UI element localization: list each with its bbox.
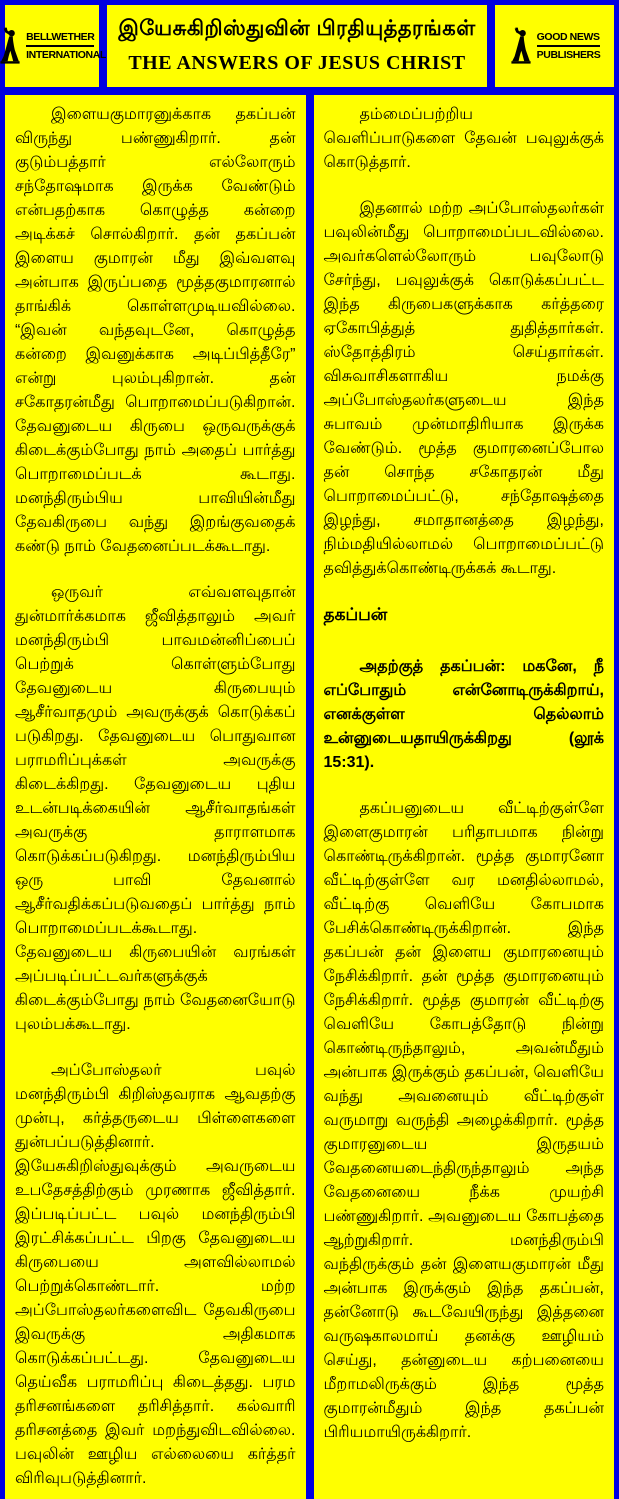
body-paragraph: தம்மைப்பற்றிய வெளிப்பாடுகளை தேவன் பவுலுக்குக் கொடுத்தார். <box>323 106 604 171</box>
body-paragraph: ஒருவர் எவ்வளவுதான் துன்மார்க்கமாக ஜீவித்தாலும் அவர் மனந்திரும்பி பாவமன்னிப்பைப் பெற்றுக் கொள்ளும்போது தேவனுடைய கிருபையும் ஆசீர்வாதமும் அவருக்குக் கொடுக்கப் படுகிறது. தேவனுடைய பொதுவான பராமரிப்புக்கள் அவருக்கு கிடைக்கிறது. தேவனுடைய புதிய உடன்படிக்கையின் ஆசீர்வாதங்கள் அவருக்கு தாராளமாக கொடுக்கப்படுகிறது. மனந்திரும்பிய ஒரு பாவி தேவனால் ஆசீர்வதிக்கப்படுவதைப் பார்த்து நாம் பொறாமைப்படக்கூடாது. தேவனுடைய கிருபையின் வரங்கள் அப்படிப்பட்டவர்களுக்குக் கிடைக்கும்போது நாம் வேதனையோடு புலம்பக்கூடாது. <box>15 584 296 1033</box>
right-column <box>314 95 615 1499</box>
page-title-tamil: இயேசுகிறிஸ்துவின் பிரதியுத்தரங்கள் <box>118 17 476 40</box>
bellwether-logo <box>5 5 106 87</box>
section-heading: தகப்பன் <box>323 605 388 624</box>
bellwether-logo-text <box>26 31 106 62</box>
logo-line-2: INTERNATIONAL <box>26 48 106 61</box>
body-paragraph: தகப்பனுடைய வீட்டிற்குள்ளே இளைகுமாரன் பரிதாபமாக நின்று கொண்டிருக்கிறான். மூத்த குமாரனோ வீட்டிற்குள்ளே வர மனதில்லாமல், வீட்டிற்கு வெளியே கோபமாக பேசிக்கொண்டிருக்கிறான். இந்த தகப்பன் தன் இளைய குமாரனையும் நேசிக்கிறார். தன் மூத்த குமாரனையும் நேசிக்கிறார். மூத்த குமாரன் வீட்டிற்கு வெளியே கோபத்தோடு நின்று கொண்டிருந்தாலும், அவன்மீதும் அன்பாக இருக்கும் தகப்பன், வெளியே வந்து அவனையும் வீட்டிற்குள் வருமாறு வருந்தி அழைக்கிறார். மூத்த குமாரனுடைய இருதயம் வேதனையடைந்திருந்தாலும் அந்த வேதனையை நீக்க முயற்சி பண்ணுகிறார். அவனுடைய கோபத்தை ஆற்றுகிறார். மனந்திரும்பி வந்திருக்கும் தன் இளையகுமாரன் மீது அன்பாக இருக்கும் இந்த தகப்பன், தன்னோடு கூடவேயிருந்து இத்தனை வருஷகாலமாய் தனக்கு ஊழியம் செய்து, தன்னுடைய கற்பனையை மீறாமலிருக்கும் இந்த மூத்த குமாரன்மீதும் இந்த தகப்பன் பிரியமாயிருக்கிறார். <box>323 800 604 1441</box>
title-box <box>107 5 487 87</box>
body-paragraph: இளையகுமாரனுக்காக தகப்பன் விருந்து பண்ணுகிறார். தன் குடும்பத்தார் எல்லோரும் சந்தோஷமாக இருக்க வேண்டும் என்பதற்காக கொழுத்த கன்றை அடிக்கச் சொல்கிறார். தன் தகப்பன் இளைய குமாரன் மீது இவ்வளவு அன்பாக இருப்பதை மூத்தகுமாரனால் தாங்கிக் கொள்ளமுடியவில்லை. “இவன் வந்தவுடனே, கொழுத்த கன்றை இவனுக்காக அடிப்பித்தீரே” என்று புலம்புகிறான். தன் சகோதரன்மீது பொறாமைப்படுகிறான். தேவனுடைய கிருபை ஒருவருக்குக் கிடைக்கும்போது நாம் அதைப் பார்த்து பொறாமைப்படக் கூடாது. மனந்திரும்பிய பாவியின்மீது தேவகிருபை வந்து இறங்குவதைக் கண்டு நாம் வேதனைப்படக்கூடாது. <box>15 106 296 555</box>
scripture-quote: அதற்குத் தகப்பன்: மகனே, நீ எப்போதும் என்னோடிருக்கிறாய், எனக்குள்ள தெல்லாம் உன்னுடையதாயிருக்கிறது (லூக் 15:31). <box>323 658 604 771</box>
logo-line-2: PUBLISHERS <box>536 48 601 61</box>
bellman-figure-icon <box>0 27 22 65</box>
body-paragraph: இதனால் மற்ற அப்போஸ்தலர்கள் பவுலின்மீது பொறாமைப்படவில்லை. அவர்களெல்லோரும் பவுலோடு சேர்ந்து, பவுலுக்குக் கொடுக்கப்பட்ட இந்த கிருபைகளுக்காக கர்த்தரை ஏகோபித்துத் துதித்தார்கள். ஸ்தோத்திரம் செய்தார்கள். விசுவாசிகளாகிய நமக்கு அப்போஸ்தலர்களுடைய இந்த சுபாவம் முன்மாதிரியாக இருக்க வேண்டும். மூத்த குமாரனைப்போல தன் சொந்த சகோதரன் மீது பொறாமைப்பட்டு, சந்தோஷத்தை இழந்து, சமாதானத்தை இழந்து, நிம்மதியில்லாமல் பொறாமைப்பட்டு தவித்துக்கொண்டிருக்கக் கூடாது. <box>323 200 604 577</box>
body-paragraph: அப்போஸ்தலர் பவுல் மனந்திரும்பி கிறிஸ்தவராக ஆவதற்கு முன்பு, கர்த்தருடைய பிள்ளைகளை துன்பப்படுத்தினார். இயேசுகிறிஸ்துவுக்கும் அவருடைய உபதேசத்திற்கும் முரணாக ஜீவித்தார். இப்படிப்பட்ட பவுல் மனந்திரும்பி இரட்சிக்கப்பட்ட பிறகு தேவனுடைய கிருபையை அளவில்லாமல் பெற்றுக்கொண்டார். மற்ற அப்போஸ்தலர்களைவிட தேவகிருபை இவருக்கு அதிகமாக கொடுக்கப்பட்டது. தேவனுடைய தெய்வீக பராமரிப்பு கிடைத்தது. பரம தரிசனங்களை தரிசித்தார். கல்வாரி தரிசனத்தை இவர் மறந்துவிடவில்லை. பவுலின் ஊழிய எல்லையை கர்த்தர் விரிவுபடுத்தினார். <box>15 1062 296 1487</box>
goodnews-logo-text <box>537 31 601 62</box>
left-column <box>5 95 306 1499</box>
content-area <box>5 95 614 1499</box>
page-title-english: THE ANSWERS OF JESUS CHRIST <box>128 52 466 74</box>
goodnews-logo <box>495 5 614 87</box>
logo-line-1: BELLWETHER <box>26 31 94 47</box>
header <box>5 5 614 87</box>
bellman-figure-icon <box>509 27 533 65</box>
logo-line-1: GOOD NEWS <box>537 31 600 47</box>
